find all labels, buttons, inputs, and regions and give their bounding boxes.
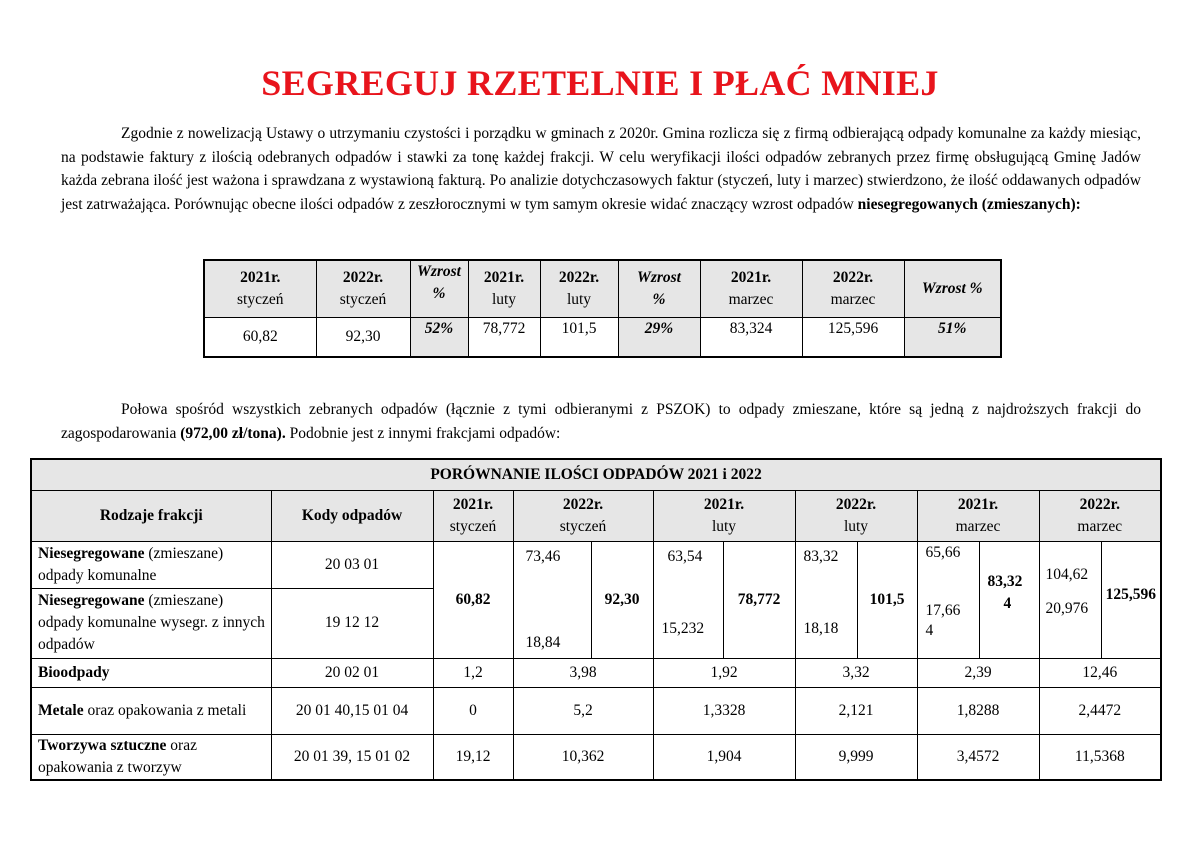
fraction-name: Metale oraz opakowania z metali	[31, 687, 271, 734]
period-header: 2022r. styczeń	[513, 490, 653, 541]
mixed-jan22-a: 73,46	[525, 547, 561, 565]
mixed-jan22-total: 92,30	[591, 541, 653, 658]
value-cell: 12,46	[1039, 658, 1161, 687]
mixed-feb21-a: 63,54	[667, 547, 703, 565]
value-cell: 10,362	[513, 734, 653, 780]
mixed-feb21-total: 78,772	[723, 541, 795, 658]
summary-value: 78,772	[468, 318, 540, 358]
second-text: Połowa spośród wszystkich zebranych odpadów (łącznie z tymi odbieranymi z PSZOK) to odpady zmieszane, które są jedną z najdroższych frakcji do zagospodarowania	[61, 401, 1141, 442]
fraction-name: Bioodpady	[31, 658, 271, 687]
intro-text: Zgodnie z nowelizacją Ustawy o utrzymaniu czystości i porządku w gminach z 2020r. Gmina rozlicza się z firmą odbierającą odpady komunalne za każdy miesiąc, na podstawie faktury z ilością odebranych odpadów i stawki za tonę każdej frakcji. W celu weryfikacji ilości odpadów zebranych przez firmę obsługującą Gminę Jadów każda zebrana ilość jest ważona i sprawdzana z wystawioną fakturą. Po analizie dotychczasowych faktur (styczeń, luty i marzec) stwierdzono, że ilość oddawanych odpadów jest zatrważająca. Porównując obecne ilości odpadów z zeszłorocznymi w tym samym okresie widać znaczący wzrost odpadów	[61, 125, 1141, 213]
summary-header: 2021r. styczeń	[204, 260, 316, 318]
period-header: 2022r. marzec	[1039, 490, 1161, 541]
value-cell: 19,12	[433, 734, 513, 780]
summary-value: 60,82	[204, 318, 316, 358]
value-cell: 5,2	[513, 687, 653, 734]
fraction-code: 20 01 39, 15 01 02	[271, 734, 433, 780]
summary-value-row	[204, 318, 1001, 358]
mixed-mar21-a: 65,66	[925, 543, 961, 561]
mixed-jan22-b: 18,84	[525, 633, 561, 651]
table-row	[31, 687, 1161, 734]
fraction-code: 20 01 40,15 01 04	[271, 687, 433, 734]
value-cell: 1,92	[653, 658, 795, 687]
period-header: 2022r. luty	[795, 490, 917, 541]
table-row	[31, 734, 1161, 780]
fraction-mixed: Niesegregowane (zmieszane) odpady komunalne	[31, 541, 271, 588]
mixed-mar21-total: 83,32 4	[979, 541, 1039, 658]
value-cell: 0	[433, 687, 513, 734]
summary-growth-value: 52%	[410, 318, 468, 358]
summary-header: 2021r. marzec	[700, 260, 802, 318]
comparison-table	[30, 458, 1162, 781]
fraction-name: Tworzywa sztuczne oraz opakowania z tworzyw	[31, 734, 271, 780]
value-cell: 3,4572	[917, 734, 1039, 780]
summary-value: 101,5	[540, 318, 618, 358]
value-cell: 3,98	[513, 658, 653, 687]
mixed-feb21-b: 15,232	[661, 619, 705, 637]
mixed-mar22-parts	[1039, 541, 1101, 658]
fraction-code: 20 02 01	[271, 658, 433, 687]
summary-growth-value: 29%	[618, 318, 700, 358]
col-codes-header: Kody odpadów	[271, 490, 433, 541]
summary-header: 2021r. luty	[468, 260, 540, 318]
summary-value: 125,596	[802, 318, 904, 358]
summary-growth-value: 51%	[904, 318, 1001, 358]
value-cell: 2,121	[795, 687, 917, 734]
summary-header: 2022r. marzec	[802, 260, 904, 318]
value-cell: 2,4472	[1039, 687, 1161, 734]
value-cell: 1,2	[433, 658, 513, 687]
mixed-jan21-total: 60,82	[433, 541, 513, 658]
summary-value: 92,30	[316, 318, 410, 358]
period-header: 2021r. luty	[653, 490, 795, 541]
summary-header: 2022r. styczeń	[316, 260, 410, 318]
price-bold: (972,00 zł/tona).	[180, 424, 286, 442]
code-mixed-sorted: 19 12 12	[271, 588, 433, 658]
period-header: 2021r. styczeń	[433, 490, 513, 541]
value-cell: 11,5368	[1039, 734, 1161, 780]
mixed-mar21-b2: 4	[925, 621, 934, 639]
fraction-mixed-sorted: Niesegregowane (zmieszane) odpady komunalne wysegr. z innych odpadów	[31, 588, 271, 658]
mixed-mar21-parts	[917, 541, 979, 658]
mixed-mar21-b: 17,66	[925, 601, 961, 619]
intro-bold: niesegregowanych (zmieszanych):	[857, 195, 1081, 213]
period-header: 2021r. marzec	[917, 490, 1039, 541]
summary-header: 2022r. luty	[540, 260, 618, 318]
mixed-feb22-a: 83,32	[803, 547, 839, 565]
mixed-jan22-parts	[513, 541, 591, 658]
mixed-feb22-b: 18,18	[803, 619, 839, 637]
code-mixed: 20 03 01	[271, 541, 433, 588]
summary-header-row	[204, 260, 1001, 318]
col-fraction-header: Rodzaje frakcji	[31, 490, 271, 541]
value-cell: 9,999	[795, 734, 917, 780]
value-cell: 2,39	[917, 658, 1039, 687]
mixed-mar22-b: 20,976	[1045, 599, 1089, 617]
value-cell: 3,32	[795, 658, 917, 687]
summary-header-growth: Wzrost %	[618, 260, 700, 318]
mixed-feb21-parts	[653, 541, 723, 658]
mixed-mar22-a: 104,62	[1045, 565, 1089, 583]
value-cell: 1,3328	[653, 687, 795, 734]
mixed-feb22-parts	[795, 541, 857, 658]
summary-header-growth: Wzrost %	[410, 260, 468, 318]
page-title: SEGREGUJ RZETELNIE I PŁAĆ MNIEJ	[261, 63, 939, 103]
value-cell: 1,904	[653, 734, 795, 780]
comparison-title: PORÓWNANIE ILOŚCI ODPADÓW 2021 i 2022	[31, 459, 1161, 490]
mixed-mar22-total: 125,596	[1101, 541, 1161, 658]
summary-table	[203, 259, 1002, 358]
table-row	[31, 658, 1161, 687]
second-paragraph	[61, 398, 1141, 445]
intro-paragraph	[61, 122, 1141, 216]
mixed-feb22-total: 101,5	[857, 541, 917, 658]
value-cell: 1,8288	[917, 687, 1039, 734]
second-tail: Podobnie jest z innymi frakcjami odpadów:	[285, 424, 561, 442]
summary-header-growth: Wzrost %	[904, 260, 1001, 318]
summary-value: 83,324	[700, 318, 802, 358]
